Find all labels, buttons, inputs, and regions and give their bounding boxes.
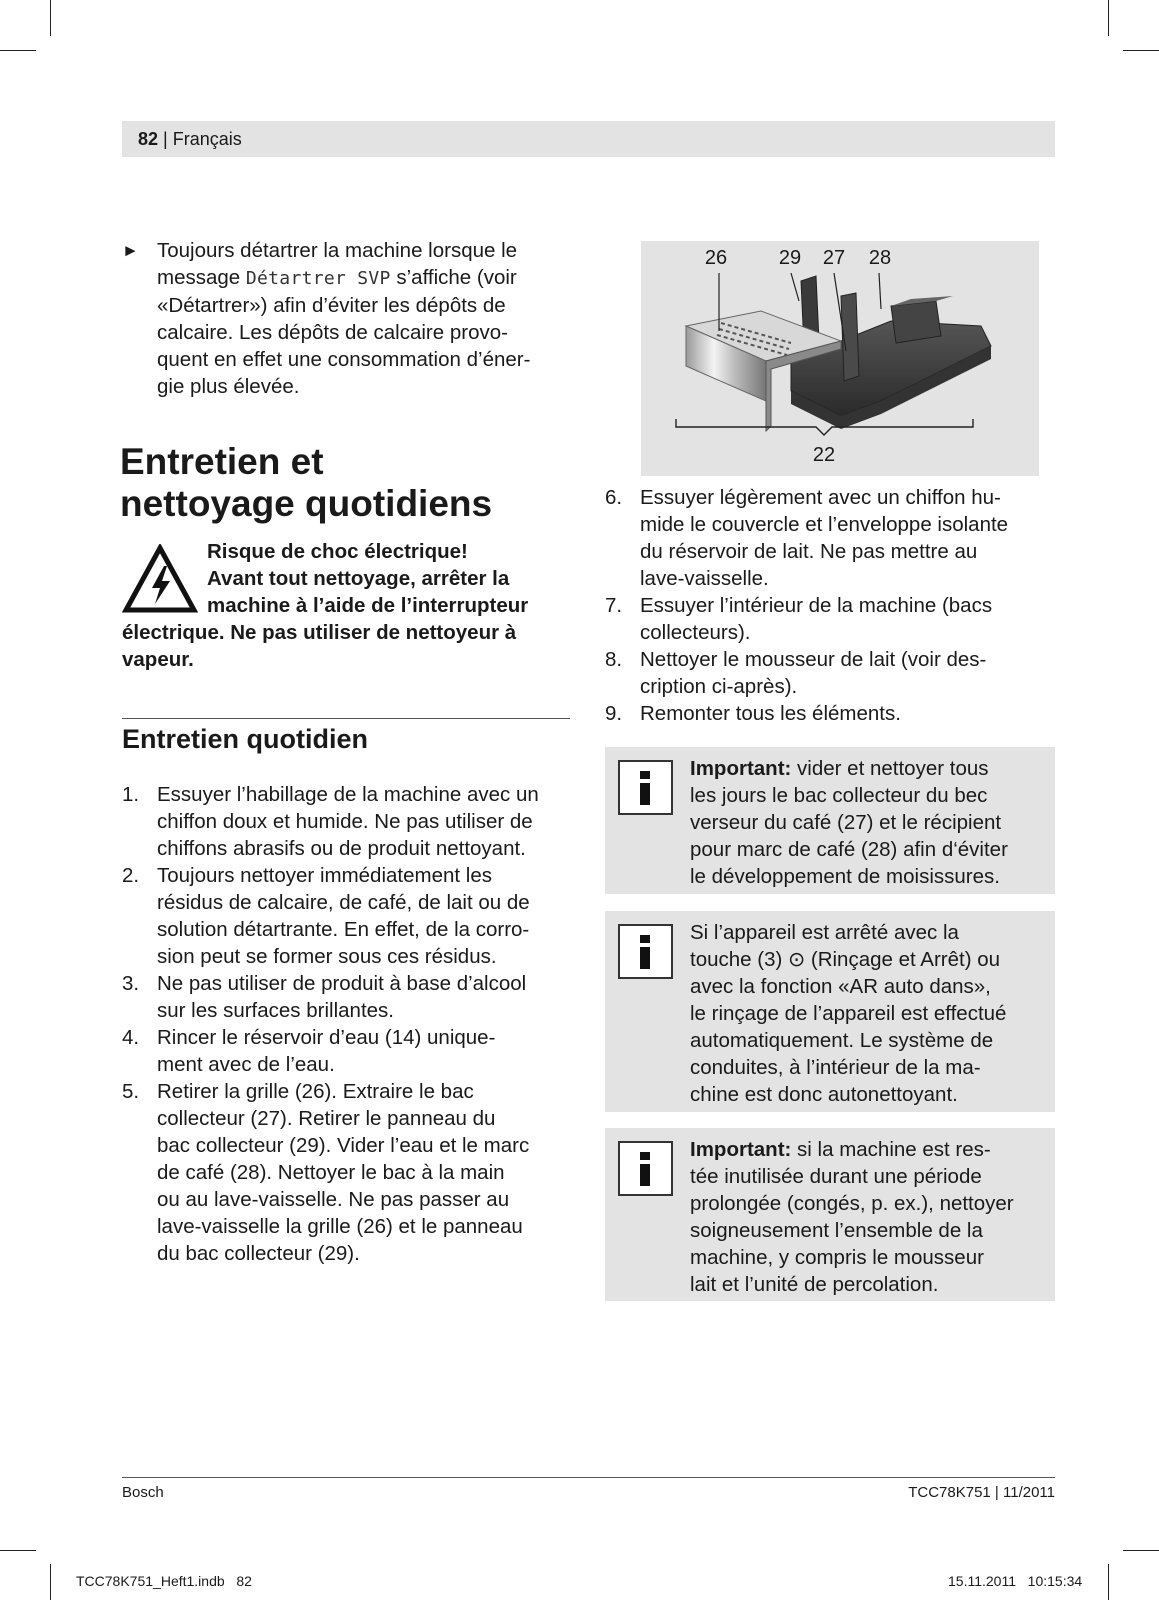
step-line: de café (28). Nettoyer le bac à la main [157, 1161, 505, 1184]
step-line: du réservoir de lait. Ne pas mettre au [640, 540, 978, 563]
info-line: Si l’appareil est arrêté avec la [690, 921, 959, 944]
step-line: chiffons abrasifs ou de produit nettoyant. [157, 837, 526, 860]
info-line: tée inutilisée durant une période [690, 1165, 982, 1188]
info-box-self-cleaning [605, 911, 1055, 1112]
print-slug-datetime: 15.11.2011 10:15:34 [948, 1573, 1083, 1589]
intro-line [157, 264, 587, 292]
info-text: si la machine est res- [791, 1138, 991, 1161]
list-item [122, 1024, 570, 1078]
subsection-rule [122, 718, 570, 719]
list-item [122, 1078, 570, 1267]
intro-line: Toujours détartrer la machine lorsque le [157, 239, 518, 262]
step-line: Essuyer l’habillage de la machine avec un [157, 783, 539, 806]
warning-line: Risque de choc électrique! [207, 540, 468, 563]
warning-line: électrique. Ne pas utiliser de nettoyeur à [122, 621, 517, 644]
section-title-line: nettoyage quotidiens [120, 483, 493, 524]
step-line: solution détartrante. En effet, de la corro- [157, 918, 530, 941]
subsection-title: Entretien quotidien [122, 724, 368, 754]
intro-line: «Détartrer») afin d’éviter les dépôts de [157, 294, 506, 317]
step-number: 9. [605, 702, 623, 725]
footer-model-date: TCC78K751 | 11/2011 [908, 1484, 1055, 1501]
step-line: ment avec de l’eau. [157, 1053, 335, 1076]
step-line: collecteurs). [640, 621, 751, 644]
info-icon [618, 924, 673, 979]
header-band [122, 121, 1055, 157]
info-line: avec la fonction «AR auto dans», [690, 975, 991, 998]
crop-mark [50, 1564, 51, 1600]
page-header [138, 128, 242, 150]
info-text: vider et nettoyer tous [791, 757, 989, 780]
section-title [120, 441, 580, 525]
list-item [122, 970, 570, 1024]
step-number: 1. [122, 783, 140, 806]
step-line: Essuyer légèrement avec un chiffon hu- [640, 486, 1001, 509]
warning-line: machine à l’aide de l’interrupteur [207, 594, 529, 617]
intro-line: gie plus élevée. [157, 375, 300, 398]
info-box-important-daily [605, 747, 1055, 894]
info-line: prolongée (congés, p. ex.), nettoyer [690, 1192, 1014, 1215]
section-title-line: Entretien et [120, 441, 324, 482]
electric-shock-warning-icon [122, 544, 198, 614]
step-line: du bac collecteur (29). [157, 1242, 360, 1265]
list-item [605, 700, 1055, 727]
crop-mark [0, 1550, 36, 1551]
info-line: les jours le bac collecteur du bec [690, 784, 988, 807]
step-line: sur les surfaces brillantes. [157, 999, 394, 1022]
bullet-arrow-icon: ► [122, 241, 139, 260]
step-line: Toujours nettoyer immédiatement les [157, 864, 492, 887]
warning-line: vapeur. [122, 648, 194, 671]
important-label: Important: [690, 1138, 792, 1161]
print-slug-file: TCC78K751_Heft1.indb 82 [76, 1573, 252, 1589]
info-line: verseur du café (27) et le récipient [690, 811, 1002, 834]
list-item [122, 862, 570, 970]
step-line: Rincer le réservoir d’eau (14) unique- [157, 1026, 496, 1049]
step-line: lave-vaisselle. [640, 567, 769, 590]
step-line: lave-vaisselle la grille (26) et le panneau [157, 1215, 523, 1238]
step-line: cription ci-après). [640, 675, 798, 698]
crop-mark [1123, 50, 1159, 51]
info-line: lait et l’unité de percolation. [690, 1273, 939, 1296]
intro-text: message [157, 266, 246, 289]
step-line: Essuyer l’intérieur de la machine (bacs [640, 594, 993, 617]
crop-mark [1108, 1564, 1109, 1600]
step-number: 5. [122, 1080, 140, 1103]
callout-label: 27 [822, 247, 846, 269]
callout-label: 26 [704, 247, 728, 269]
step-number: 8. [605, 648, 623, 671]
crop-mark [1108, 0, 1109, 36]
step-line: sion peut se former sous ces résidus. [157, 945, 497, 968]
info-icon [618, 1141, 673, 1196]
warning-block [122, 538, 577, 673]
step-number: 6. [605, 486, 623, 509]
intro-line: calcaire. Les dépôts de calcaire provo- [157, 321, 508, 344]
step-line: Ne pas utiliser de produit à base d’alcool [157, 972, 527, 995]
info-line [690, 1136, 1050, 1163]
step-line: mide le couvercle et l’enveloppe isolante [640, 513, 1009, 536]
info-line: le développement de moisissures. [690, 865, 1000, 888]
step-line: chiffon doux et humide. Ne pas utiliser de [157, 810, 533, 833]
intro-line: quent en effet une consommation d’éner- [157, 348, 531, 371]
display-message: Détartrer SVP [245, 268, 391, 289]
warning-line: Avant tout nettoyage, arrêter la [207, 567, 510, 590]
info-box-important-unused [605, 1128, 1055, 1301]
step-number: 7. [605, 594, 623, 617]
step-line: Remonter tous les éléments. [640, 702, 901, 725]
step-line: Retirer la grille (26). Extraire le bac [157, 1080, 474, 1103]
info-line: automatiquement. Le système de [690, 1029, 994, 1052]
drip-tray-figure [641, 241, 1039, 476]
steps-list-right [605, 484, 1055, 727]
info-line: touche (3) ⊙ (Rinçage et Arrêt) ou [690, 948, 1001, 971]
page-number: 82 [138, 129, 159, 149]
step-line: ou au lave-vaisselle. Ne pas passer au [157, 1188, 510, 1211]
steps-list-left [122, 781, 570, 1267]
info-icon [618, 760, 673, 815]
intro-text: s’affiche (voir [390, 266, 517, 289]
crop-mark [1123, 1550, 1159, 1551]
step-line: Nettoyer le mousseur de lait (voir des- [640, 648, 987, 671]
step-line: résidus de calcaire, de café, de lait ou de [157, 891, 530, 914]
info-line [690, 755, 1050, 782]
list-item [122, 781, 570, 862]
footer-brand: Bosch [122, 1484, 164, 1501]
callout-label: 29 [778, 247, 802, 269]
drip-tray-illustration [641, 241, 1039, 476]
step-number: 2. [122, 864, 140, 887]
important-label: Important: [690, 757, 792, 780]
step-line: collecteur (27). Retirer le panneau du [157, 1107, 496, 1130]
info-line: machine, y compris le mousseur [690, 1246, 984, 1269]
info-line: chine est donc autonettoyant. [690, 1083, 958, 1106]
info-line: le rinçage de l’appareil est effectué [690, 1002, 1007, 1025]
step-number: 4. [122, 1026, 140, 1049]
callout-label: 22 [812, 444, 836, 466]
list-item [605, 646, 1055, 700]
crop-mark [0, 50, 36, 51]
list-item [605, 484, 1055, 592]
info-line: conduites, à l’intérieur de la ma- [690, 1056, 981, 1079]
callout-label: 28 [868, 247, 892, 269]
header-separator: | [158, 129, 173, 149]
header-language: Français [172, 129, 242, 149]
info-line: soigneusement l’ensemble de la [690, 1219, 983, 1242]
footer-rule [122, 1477, 1055, 1478]
info-line: pour marc de café (28) afin d‘éviter [690, 838, 1008, 861]
step-number: 3. [122, 972, 140, 995]
crop-mark [50, 0, 51, 36]
list-item [605, 592, 1055, 646]
step-line: bac collecteur (29). Vider l’eau et le marc [157, 1134, 530, 1157]
